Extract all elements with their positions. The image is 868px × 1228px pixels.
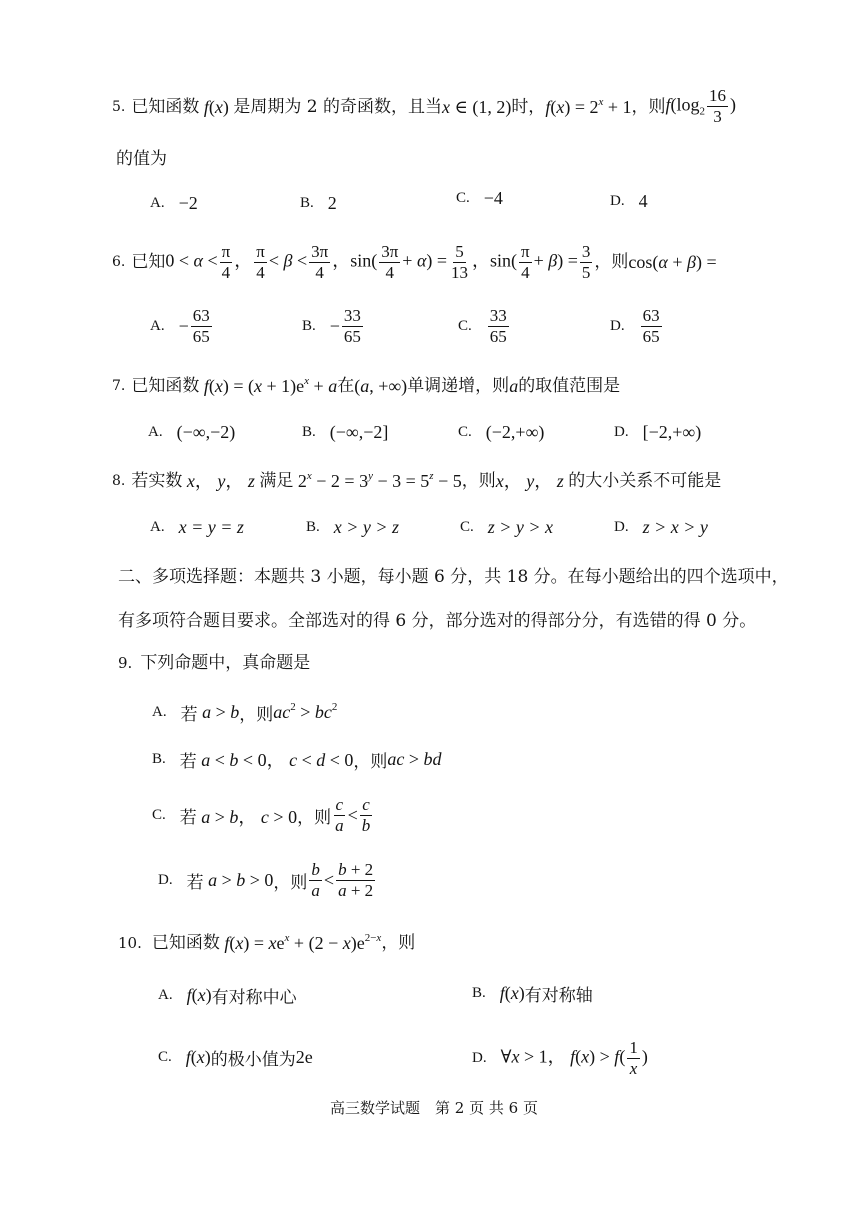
q8-number: 8. (112, 473, 126, 489)
q8-option-d: D. z > x > y (614, 517, 708, 537)
q6-cond-beta: $\frac{\pi}{4}$ < β < $\frac{3\pi}{4}$ ， (256, 241, 351, 282)
q6-text-a: 已知 (131, 252, 166, 272)
q10-text-b: ，则 (381, 933, 416, 953)
section2-line2: 有多项符合题目要求。全部选对的得 6 分，部分选对的得部分分，有选错的得 0 分。 (118, 611, 757, 631)
q6-option-d: D. $\frac{63}{65}$ (610, 306, 660, 346)
q10-number: 10. (118, 934, 142, 952)
q10-option-b: B. f(x) 有对称轴 (472, 983, 593, 1006)
page-footer: 高三数学试题 第 2 页 共 6 页 (330, 1099, 538, 1117)
q5-text-e: 的值为 (116, 149, 167, 169)
q7-number: 7. (112, 378, 126, 394)
q5-option-d: D. 4 (610, 191, 648, 211)
q6-sin2: sin( $\frac{\pi}{4}$ + β) = $\frac{3}{5}$ (490, 241, 591, 282)
q9-option-c: C. 若 a > b， c > 0 ，则 $\frac{c}{a}$ < $\frac{c}{b}$ (152, 795, 371, 835)
q7-interval: (a, +∞) (354, 376, 408, 396)
q7-text-c: 单调递增，则 (407, 376, 510, 396)
q6-target: cos(α + β) = (628, 252, 717, 272)
q7-option-d: D. [−2,+∞) (614, 422, 702, 442)
q6-sin1: sin( $\frac{3\pi}{4}$ + α) = $\frac{5}{13}$ ， (350, 241, 491, 282)
q10-option-c: C. f(x) 的极小值为 2e (158, 1047, 313, 1070)
q5-text-a: 已知函数 (131, 96, 200, 117)
q5-interval: x ∈ (1, 2) (442, 96, 512, 117)
q8-text-b: 满足 (259, 471, 294, 491)
q5-stem (112, 86, 736, 127)
q8-equation: $2^x - 2 = 3^y - 3 = 5^z - 5$ (293, 470, 462, 491)
q7-stem (112, 375, 620, 397)
q5-number: 5. (112, 98, 126, 115)
q10-stem (118, 932, 415, 954)
q5-target: $f(\log_2$ $\frac{16}{3}$ ) (665, 86, 737, 126)
q7-var-a: a (509, 376, 519, 396)
section2-line1: 二、多项选择题：本题共 3 小题，每小题 6 分，共 18 分。在每小题给出的四个选项中， (118, 567, 789, 587)
q5-text-d: ，则 (631, 96, 666, 117)
q6-option-b: B. − $\frac{33}{65}$ (302, 306, 361, 346)
q8-option-c: C. z > y > x (460, 517, 554, 537)
q7-formula: $f(x) = (x + 1)e^x + a$ (203, 375, 338, 396)
q9-number: 9. (118, 654, 133, 672)
q6-text-b: ，则 (594, 252, 629, 272)
q9-stem (118, 652, 310, 674)
q9-option-a: A. 若 a > b ，则 $ac^2 > bc^2$ (152, 701, 338, 725)
q5-text-c: 时， (511, 96, 546, 117)
q8-text-c: ，则 (461, 471, 496, 491)
q8-text-d: 的大小关系不可能是 (568, 471, 722, 491)
q6-option-c: C. $\frac{33}{65}$ (458, 306, 507, 346)
q7-text-a: 已知函数 (131, 376, 200, 396)
q5-stem-cont (116, 148, 167, 170)
q8-vars: x， y， z (186, 471, 255, 491)
q8-stem (112, 470, 721, 492)
q10-text-a: 已知函数 (151, 933, 220, 953)
q9-option-d: D. 若 a > b > 0 ，则 $\frac{b}{a}$ < $\frac{b + 2}{a + 2}$ (158, 860, 374, 900)
q5-option-c: C. −4 (456, 188, 503, 208)
q10-formula: $f(x) = xe^x + (2 - x)e^{2-x}$ (224, 932, 382, 953)
q7-option-c: C. (−2,+∞) (458, 422, 545, 442)
q5-fx: f(x) (203, 96, 234, 117)
q5-formula: $f(x) = 2^x + 1$ (545, 95, 632, 117)
q6-cond-alpha: 0 < α < $\frac{\pi}{4}$ ， (165, 241, 253, 282)
q5-option-a: A. −2 (150, 193, 198, 213)
q8-option-b: B. x > y > z (306, 517, 400, 537)
q10-option-d: D. ∀x > 1， f(x) > f( $\frac{1}{x}$ ) (472, 1038, 648, 1078)
q6-option-a: A. − $\frac{63}{65}$ (150, 306, 210, 346)
q9-option-b: B. 若 a < b < 0， c < d < 0 ，则 ac > bd (152, 748, 442, 772)
q8-option-a: A. x = y = z (150, 517, 244, 537)
q5-text-b: 是周期为 2 的奇函数，且当 (233, 96, 442, 117)
q7-text-d: 的取值范围是 (518, 376, 621, 396)
q7-option-a: A. (−∞,−2) (148, 422, 236, 442)
q8-vars-2: x， y， z (495, 471, 564, 491)
q8-text-a: 若实数 (131, 471, 183, 491)
q10-option-a: A. f(x) 有对称中心 (158, 985, 297, 1008)
q6-number: 6. (112, 254, 126, 270)
q5-option-b: B. 2 (300, 193, 337, 213)
q6-stem (112, 240, 717, 284)
q9-text: 下列命题中，真命题是 (140, 653, 311, 673)
q7-option-b: B. (−∞,−2] (302, 422, 389, 442)
q7-text-b: 在 (337, 376, 355, 396)
